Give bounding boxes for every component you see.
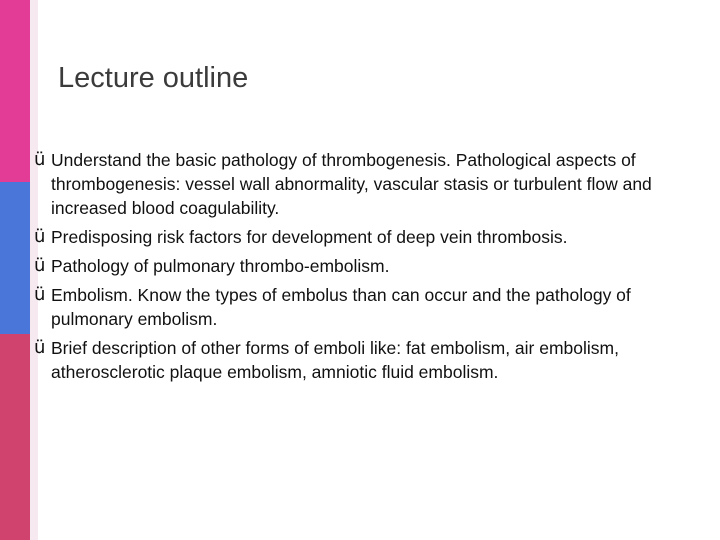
bullet-text: Predisposing risk factors for development of deep vein thrombosis. xyxy=(51,227,568,247)
bullet-item xyxy=(34,254,714,278)
side-bar-pink-segment xyxy=(0,0,30,182)
side-bar-rose-segment xyxy=(0,334,30,540)
check-icon: ü xyxy=(34,255,46,276)
bullet-text: Understand the basic pathology of thrombogenesis. Pathological aspects of thrombogenesis: vessel wall abnormality, vascular stasis or turbulent flow and increased blood coagulability. xyxy=(51,150,652,218)
side-bar-blue-segment xyxy=(0,182,30,334)
bullet-text: Brief description of other forms of emboli like: fat embolism, air embolism, atherosclerotic plaque embolism, amniotic fluid embolism. xyxy=(51,338,619,382)
check-icon: ü xyxy=(34,337,46,358)
side-color-bar xyxy=(0,0,30,540)
bullet-text: Embolism. Know the types of embolus than can occur and the pathology of pulmonary embolism. xyxy=(51,285,631,329)
check-icon: ü xyxy=(34,226,46,247)
bullet-item xyxy=(34,283,714,331)
bullet-item xyxy=(34,148,714,220)
bullet-list xyxy=(34,148,714,389)
slide-title: Lecture outline xyxy=(58,62,249,94)
bullet-item xyxy=(34,225,714,249)
bullet-item xyxy=(34,336,714,384)
bullet-text: Pathology of pulmonary thrombo-embolism. xyxy=(51,256,390,276)
check-icon: ü xyxy=(34,284,46,305)
check-icon: ü xyxy=(34,149,46,170)
